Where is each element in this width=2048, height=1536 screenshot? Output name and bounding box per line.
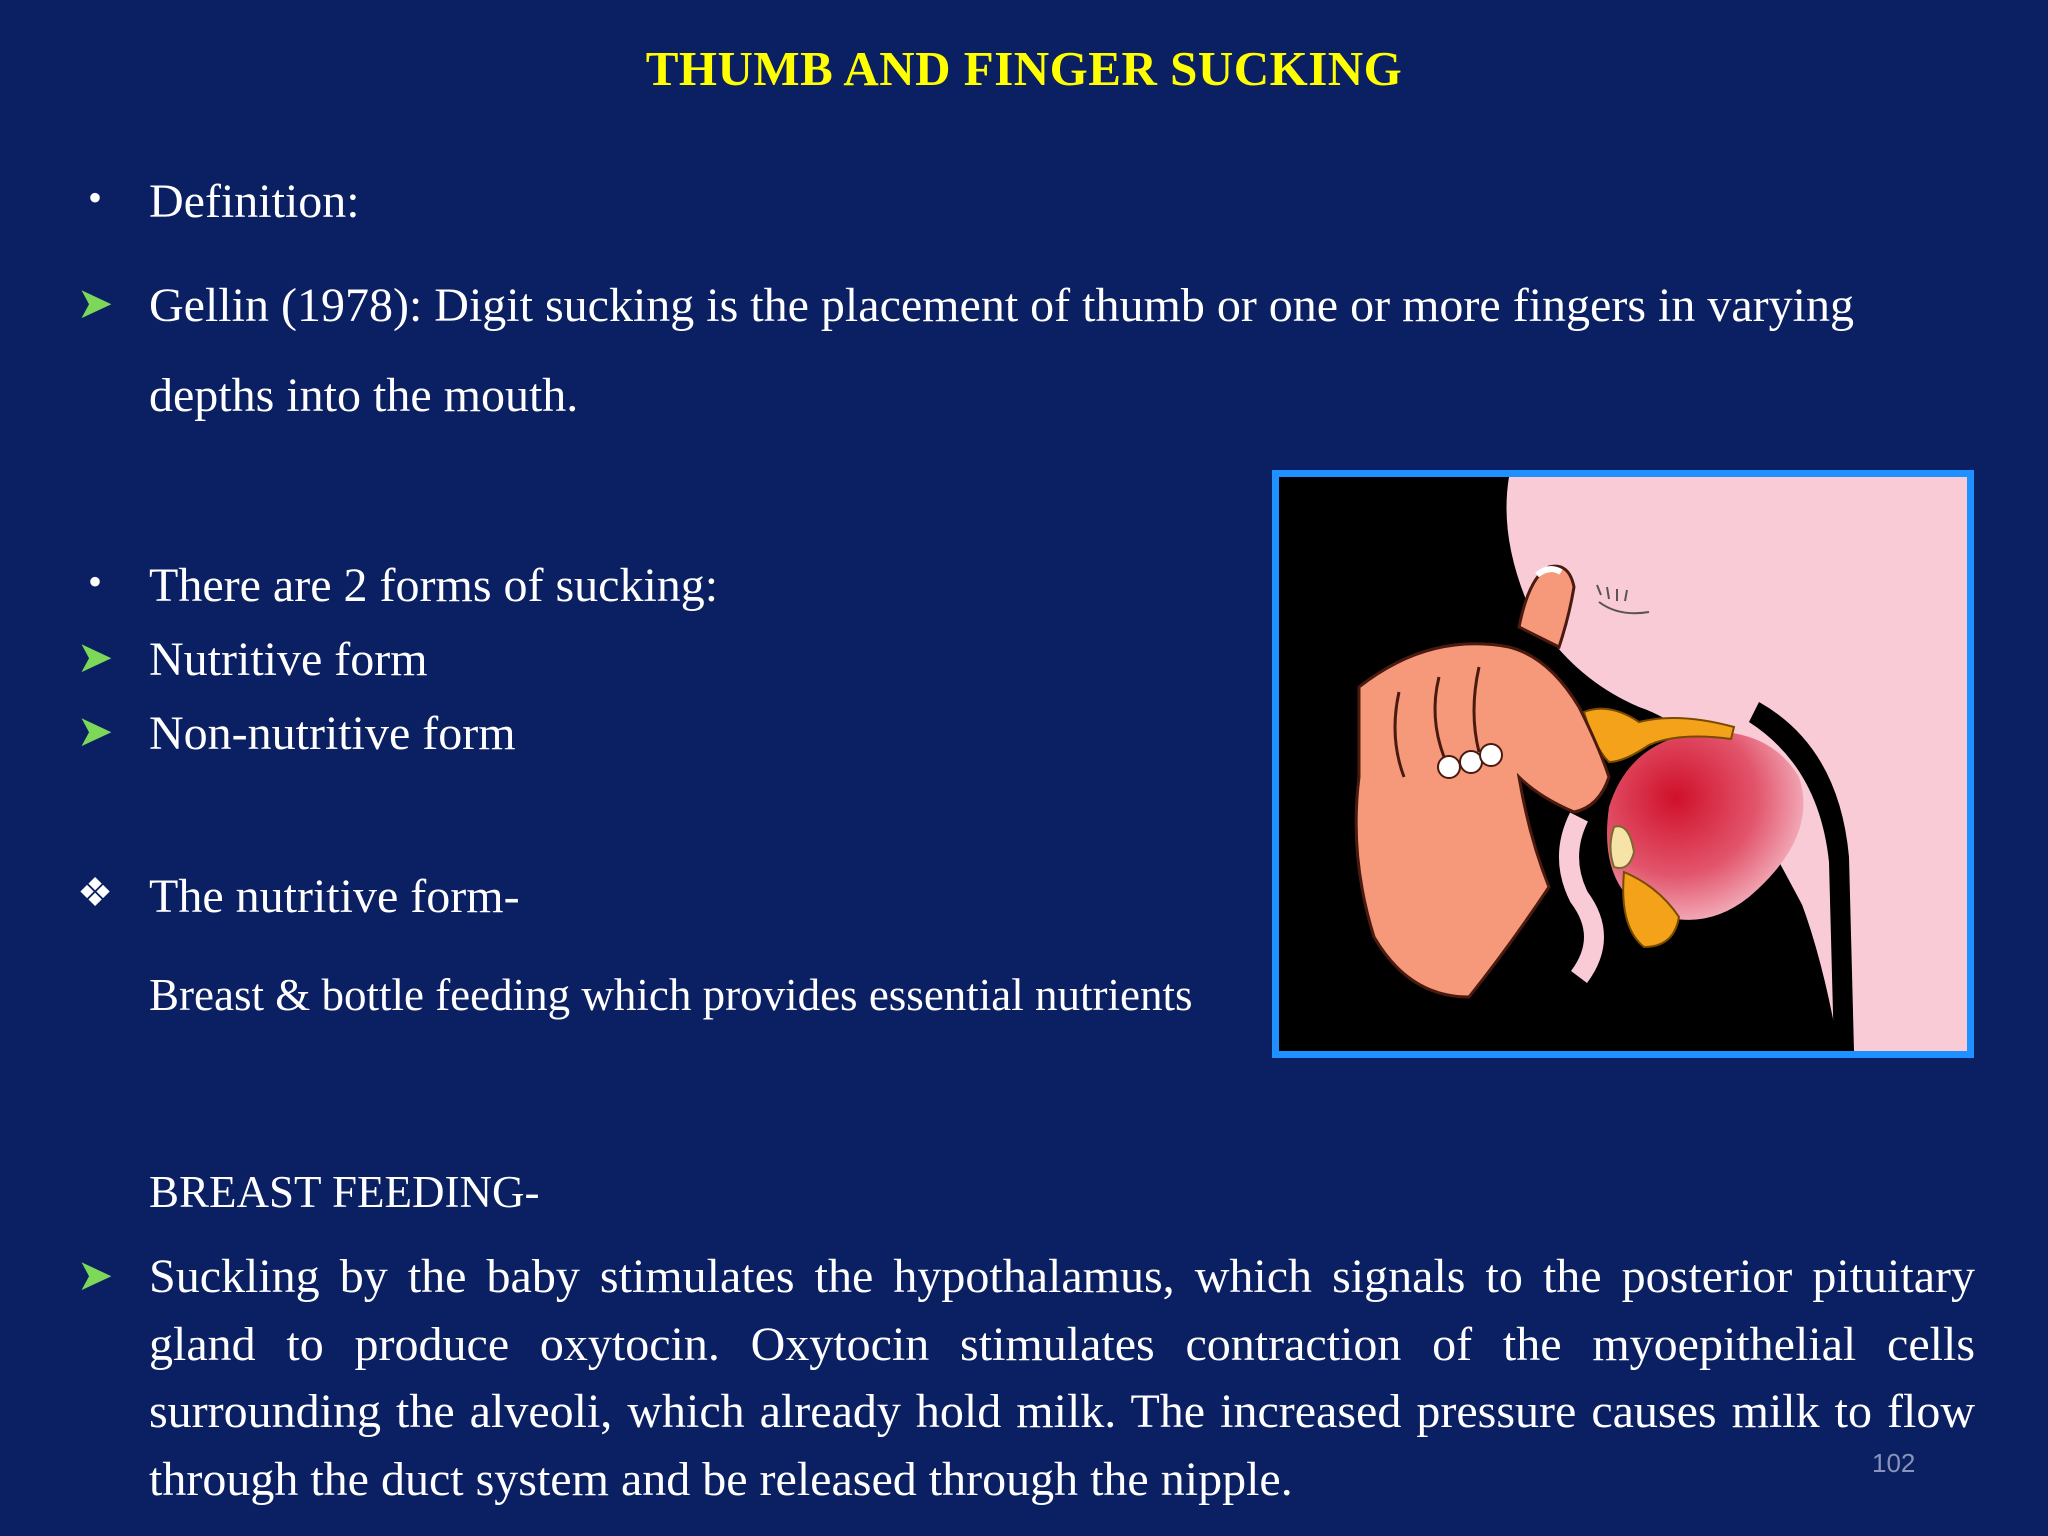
arrow-bullet-icon: ➤ <box>76 1251 114 1300</box>
page-number: 102 <box>1872 1448 1916 1478</box>
form-1-label: Nutritive form <box>149 633 428 686</box>
bullet-dot-icon: • <box>87 559 102 604</box>
forms-intro: There are 2 forms of sucking: <box>149 559 719 612</box>
arrow-bullet-icon: ➤ <box>76 633 114 682</box>
definition-label: Definition: <box>149 175 360 228</box>
arrow-bullet-icon: ➤ <box>76 279 114 328</box>
thumb-sucking-illustration <box>1272 470 1974 1058</box>
thumb-sucking-diagram <box>1279 477 1967 1051</box>
breast-feeding-heading: BREAST FEEDING- <box>149 1167 540 1217</box>
bullet-dot-icon: • <box>87 175 102 220</box>
definition-text-line2: depths into the mouth. <box>149 369 579 422</box>
form-2-label: Non-nutritive form <box>149 707 516 760</box>
arrow-bullet-icon: ➤ <box>76 707 114 756</box>
nutritive-desc: Breast & bottle feeding which provides essential nutrients <box>149 970 1193 1020</box>
slide-title: THUMB AND FINGER SUCKING <box>645 41 1403 96</box>
four-diamond-bullet-icon: ❖ <box>77 870 113 915</box>
nutritive-heading: The nutritive form- <box>149 870 520 923</box>
definition-text-line1: Gellin (1978): Digit sucking is the placement of thumb or one or more fingers in varying <box>149 279 1854 332</box>
breast-feeding-text: Suckling by the baby stimulates the hypothalamus, which signals to the posterior pituitary gland to produce oxytocin. Oxytocin stimulates contraction of the myoepithelial cells surrounding the alveoli, which already hold milk. The increased pressure causes milk to flow through the duct system and be released through the nipple. <box>149 1250 1975 1506</box>
